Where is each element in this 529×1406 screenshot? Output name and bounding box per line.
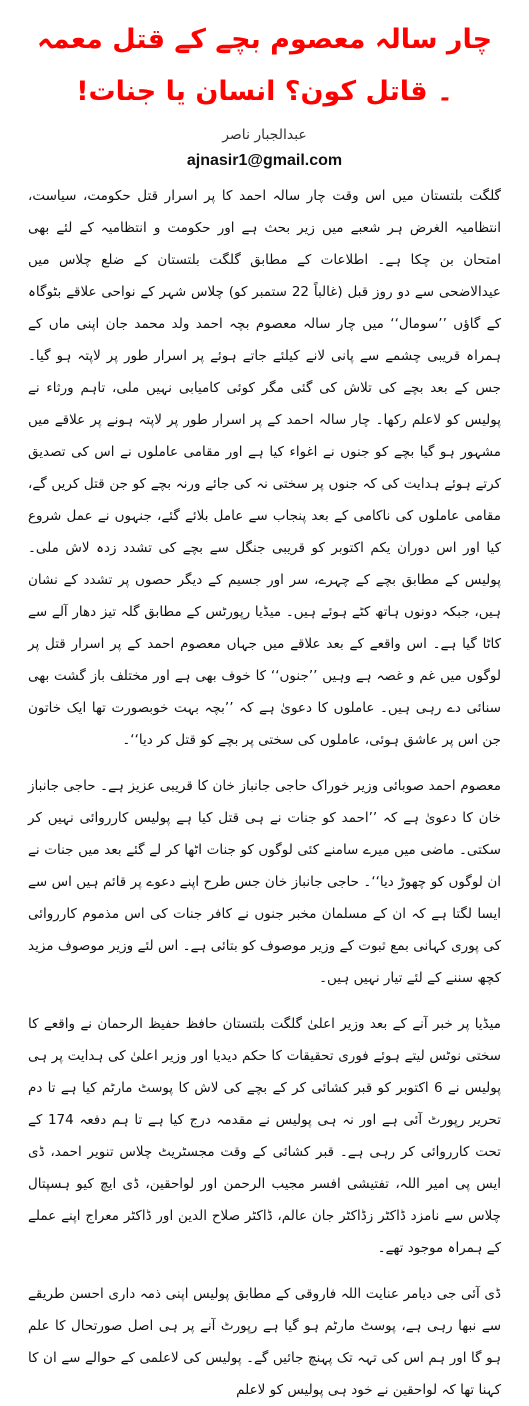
- article-paragraph: میڈیا پر خبر آنے کے بعد وزیر اعلیٰ گلگت بلتستان حافظ حفیظ الرحمان نے واقعے کا سختی نوٹس لیتے ہوئے فوری تحقیقات کا حکم دیدیا اور وزیر اعلیٰ کی ہدایت پر ہی پولیس نے 6 اکتوبر کو قبر کشائی کر کے بچے کی لاش کا پوسٹ مارٹم کیا ہے تا دم تحریر رپورٹ آئی ہے اور نہ ہی پولیس نے مقدمہ درج کیا ہے تا ہم دفعہ 174 کے تحت کارروائی کر رہی ہے۔ قبر کشائی کے وقت مجسٹریٹ چلاس تنویر احمد، ڈی ایس پی امیر اللہ، تفتیشی افسر مجیب الرحمن اور لواحقین، ڈی ایچ کیو ہسپتال چلاس سے نامزد ڈاکٹر زڈاکٹر جان عالم، ڈاکٹر صلاح الدین اور ڈاکٹر معراج اپنے عملے کے ہمراہ موجود تھے۔: [28, 1016, 501, 1256]
- author-email: ajnasir1@gmail.com: [186, 152, 343, 169]
- article-paragraph: ڈی آئی جی دیامر عنایت اللہ فاروقی کے مطابق پولیس اپنی ذمہ داری احسن طریقے سے نبھا رہی ہے، پوسٹ مارٹم ہو گیا ہے رپورٹ آنے پر ہی اصل صورتحال کا علم ہو گا اور ہم اس کی تہہ تک پہنچ جائیں گے۔ پولیس کی لاعلمی کے حوالے سے ان کا کہنا تھا کہ لواحقین نے خود ہی پولیس کو لاعلم: [28, 1286, 501, 1398]
- article-paragraph: معصوم احمد صوبائی وزیر خوراک حاجی جانباز خان کا قریبی عزیز ہے۔ حاجی جانباز خان کا دعویٰ ہے کہ ’’احمد کو جنات نے ہی قتل کیا ہے پولیس کارروائی نہیں کر سکتی۔ ماضی میں میرے سامنے کئی لوگوں کو جنات اٹھا کر لے گئے بعد میں جنات نے ان لوگوں کو چھوڑ دیا‘‘۔ حاجی جانباز خان جس طرح اپنے دعوے پر قائم ہیں اس سے ایسا لگتا ہے کہ ان کے مسلمان مخبر جنوں نے کافر جنات کی اس مذموم کارروائی کی پوری کہانی بمع ثبوت کے وزیر موصوف کو بتائی ہے۔ اس لئے وزیر موصوف مزید کچھ سننے کے لئے تیار نہیں ہیں۔: [28, 778, 501, 986]
- article-body: [28, 180, 501, 1406]
- article-paragraph: گلگت بلتستان میں اس وقت چار سالہ احمد کا پر اسرار قتل حکومت، سیاست، انتظامیہ الغرض ہر شعبے میں زیر بحث ہے اور حکومت و انتظامیہ کے لئے بھی امتحان بن چکا ہے۔ اطلاعات کے مطابق گلگت بلتستان کے ضلع چلاس میں عیدالاضحی سے دو روز قبل (غالباً 22 ستمبر کو) چلاس شہر کے نواحی علاقے بٹوگاہ کے گاؤں ’’سومال‘‘ میں چار سالہ معصوم بچہ احمد ولد محمد جان اپنی ماں کے ہمراہ قریبی چشمے سے پانی لانے کیلئے جاتے ہوئے پر اسرار طور پر لاپتہ ہو گیا۔ جس کے بعد بچے کی تلاش کی گئی مگر کوئی کامیابی نہیں ملی، تاہم ورثاء نے پولیس کو لاعلم رکھا۔ چار سالہ احمد کے پر اسرار طور پر لاپتہ ہونے پر علاقے میں مشہور ہو گیا بچے کو جنوں نے اغواء کیا ہے اور مقامی عاملوں نے اس کی تصدیق کرتے ہوئے ہدایت کی کہ جنوں پر سختی نہ کی جائے ورنہ بچے کو جن قتل کریں گے، مقامی عاملوں کی ناکامی کے بعد پنجاب سے عامل بلائے گئے، جنہوں نے عمل شروع کیا اور اس دوران یکم اکتوبر کو قریبی جنگل سے بچے کی تشدد زدہ لاش ملی۔ پولیس کے مطابق بچے کے چہرے، سر اور جسیم کے دیگر حصوں پر تشدد کے نشان ہیں، جبکہ دونوں ہاتھ کٹے ہوئے ہیں۔ میڈیا رپورٹس کے مطابق گلہ تیز دھار آلے سے کاٹا گیا ہے۔ اس واقعے کے بعد علاقے میں جہاں معصوم احمد کے پر اسرار قتل پر لوگوں میں غم و غصہ ہے وہیں ’’جنوں‘‘ کا خوف بھی ہے اور مختلف باز گشت بھی سنائی دے رہی ہیں۔ عاملوں کا دعویٰ ہے کہ ’’بچہ بہت خوبصورت تھا ایک خاتون جن اس پر عاشق ہوئی، عاملوں کی سختی پر بچے کو قتل کر دیا‘‘۔: [28, 188, 501, 748]
- article-headline: چار سالہ معصوم بچے کے قتل معمہ ۔ قاتل کون؟ انسان یا جنات!: [36, 24, 493, 107]
- article-author: عبدالجبار ناصر: [222, 127, 307, 143]
